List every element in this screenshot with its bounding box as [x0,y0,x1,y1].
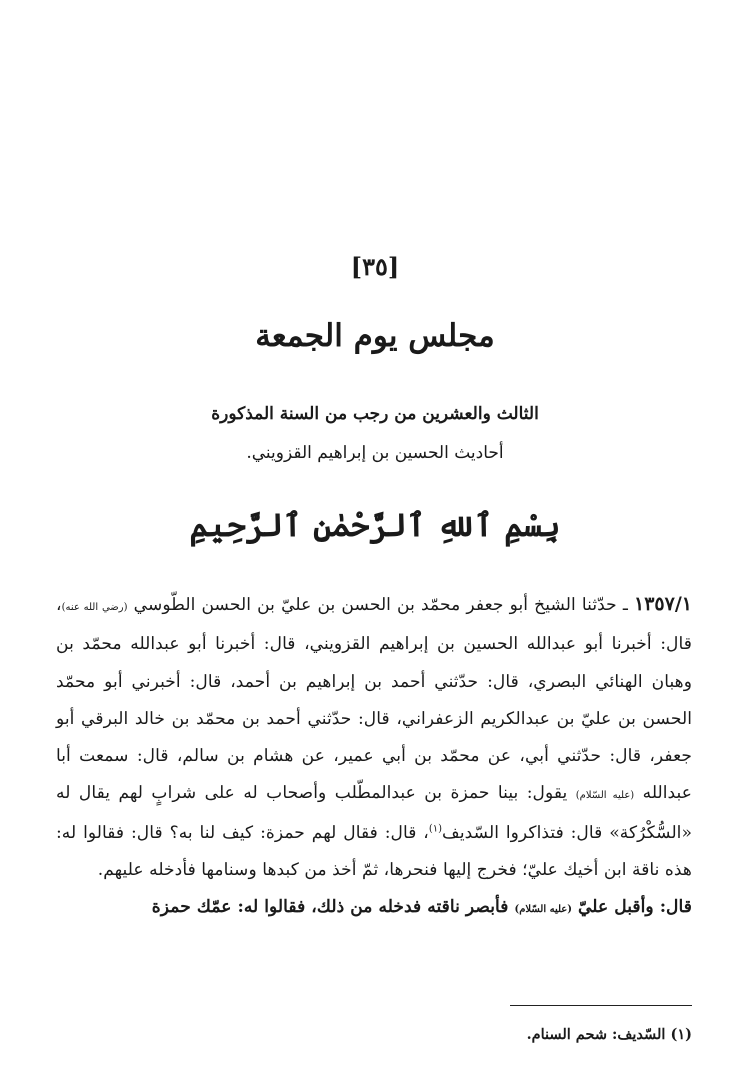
footnote-divider [510,1005,692,1006]
footnote-marker: (١) [428,823,443,835]
honorific-alayhi-1: (عليه السّلام) [575,790,635,802]
paragraph-1-part-b: ، قال: أخبرنا أبو عبدالله الحسين بن إبراهيم القزويني، قال: أخبرنا أبو عبدالله محمّد بن وهبان الهنائي البصري، قال: حدّثني أحمد بن إبراهيم بن أحمد، قال: أخبرني أبو محمّد الحسن بن عليّ بن عبدالكريم الزعفراني، قال: حدّثني أحمد بن محمّد بن خالد البرقي أبو جعفر، قال: حدّثني أبي، عن محمّد بن أبي عمير، عن هشام بن سالم، قال: سمعت أبا عبدالله [56,595,692,804]
session-number: [٣٥] [350,252,400,281]
paragraph-1-part-a: ـ حدّثنا الشيخ أبو جعفر محمّد بن الحسن بن عليّ بن الحسن الطّوسي [127,595,635,615]
honorific-radi: (رضي الله عنه) [61,602,128,613]
hadith-number: ١٣٥٧/١ [634,593,692,615]
paragraph-1 [56,586,692,889]
paragraph-1-part-c: يقول: بينا حمزة بن عبدالمطّلب وأصحاب له على شرابٍ لهم يقال له «السُّكْرُكة» قال: فتذاكروا السّديف [56,783,692,843]
paragraph-2 [56,889,692,928]
footnote: (١) السّديف: شحم السنام. [526,1026,692,1043]
session-title: مجلس يوم الجمعة [255,318,495,354]
main-text [56,586,692,929]
session-date: الثالث والعشرين من رجب من السنة المذكورة [211,404,539,424]
paragraph-2-part-b: فأبصر ناقته فدخله من ذلك، فقالوا له: عمّك حمزة [151,897,515,918]
paragraph-2-part-a: قال: وأقبل عليّ [571,897,692,918]
paragraph-1-part-d: ، قال: فقال لهم حمزة: كيف لنا به؟ قال: فقالوا له: هذه ناقة ابن أخيك عليّ؛ فخرج إليها فنحرها، ثمّ أخذ من كبدها وسنامها فأدخله عليهم. [56,822,692,881]
honorific-alayhi-2: (عليه السّلام) [514,904,572,916]
session-narrator: أحاديث الحسين بن إبراهيم القزويني. [246,443,504,463]
basmala: بِسْمِ ٱللهِ ٱلرَّحْمٰنِ ٱلرَّحِيمِ [189,506,561,544]
